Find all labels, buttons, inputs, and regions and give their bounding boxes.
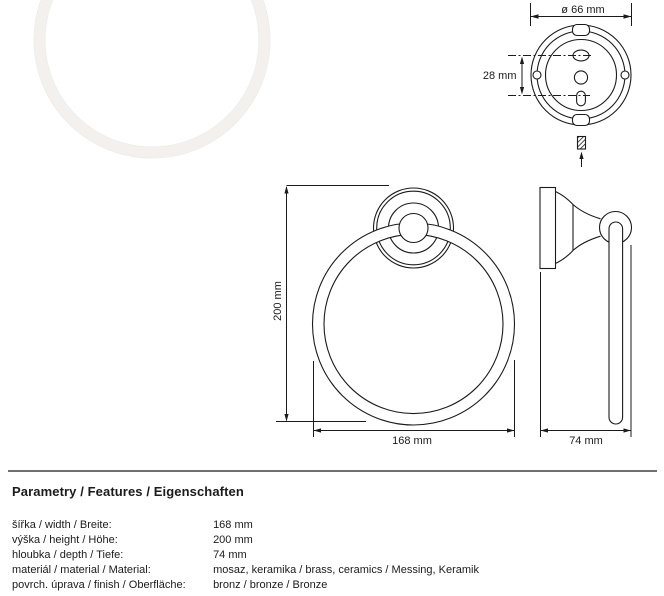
mount-bell — [556, 192, 601, 264]
spec-value: 74 mm — [213, 549, 247, 561]
screw-symbol — [578, 137, 586, 150]
spec-row-depth — [12, 548, 479, 563]
width-label: 168 mm — [392, 435, 432, 447]
center-hole — [574, 71, 587, 84]
spec-label: hloubka / depth / Tiefe: — [12, 549, 124, 561]
ring-bar-side — [609, 222, 623, 424]
plate-tab-bottom — [573, 115, 590, 126]
front-view — [272, 186, 515, 448]
top-view — [483, 3, 632, 167]
screw-pointer-arrow — [579, 152, 583, 168]
plate-notch-left — [533, 71, 541, 79]
parameters-heading: Parametry / Features / Eigenschaften — [12, 484, 244, 499]
spec-label: výška / height / Höhe: — [12, 534, 118, 546]
spec-label: šířka / width / Breite: — [12, 519, 112, 531]
hole-spacing-label: 28 mm — [482, 70, 517, 82]
spec-value: bronz / bronze / Bronze — [213, 579, 328, 591]
plate-tab-top — [573, 25, 590, 36]
spec-value: 200 mm — [213, 534, 253, 546]
spec-value: mosaz, keramika / brass, ceramics / Messing, Keramik — [213, 564, 479, 576]
diameter-label: ø 66 mm — [561, 4, 605, 16]
spec-label: povrch. úprava / finish / Oberfläche: — [12, 579, 186, 591]
spec-row-height — [12, 533, 479, 548]
depth-label: 74 mm — [569, 435, 603, 447]
screw-slot-bottom — [577, 91, 586, 106]
wall-plate — [540, 188, 556, 269]
spec-row-width — [12, 518, 479, 533]
spec-label: materiál / material / Material: — [12, 564, 151, 576]
spec-value: 168 mm — [213, 519, 253, 531]
dimension-height — [276, 186, 389, 422]
ring-knuckle — [399, 214, 428, 243]
side-view — [540, 188, 632, 448]
dimension-hole-spacing — [520, 57, 524, 95]
product-photo-ghost — [34, 0, 270, 158]
spec-row-finish — [12, 578, 479, 593]
spec-row-material — [12, 563, 479, 578]
plate-notch-right — [621, 71, 629, 79]
height-label: 200 mm — [272, 281, 284, 321]
parameters-table — [12, 518, 479, 593]
